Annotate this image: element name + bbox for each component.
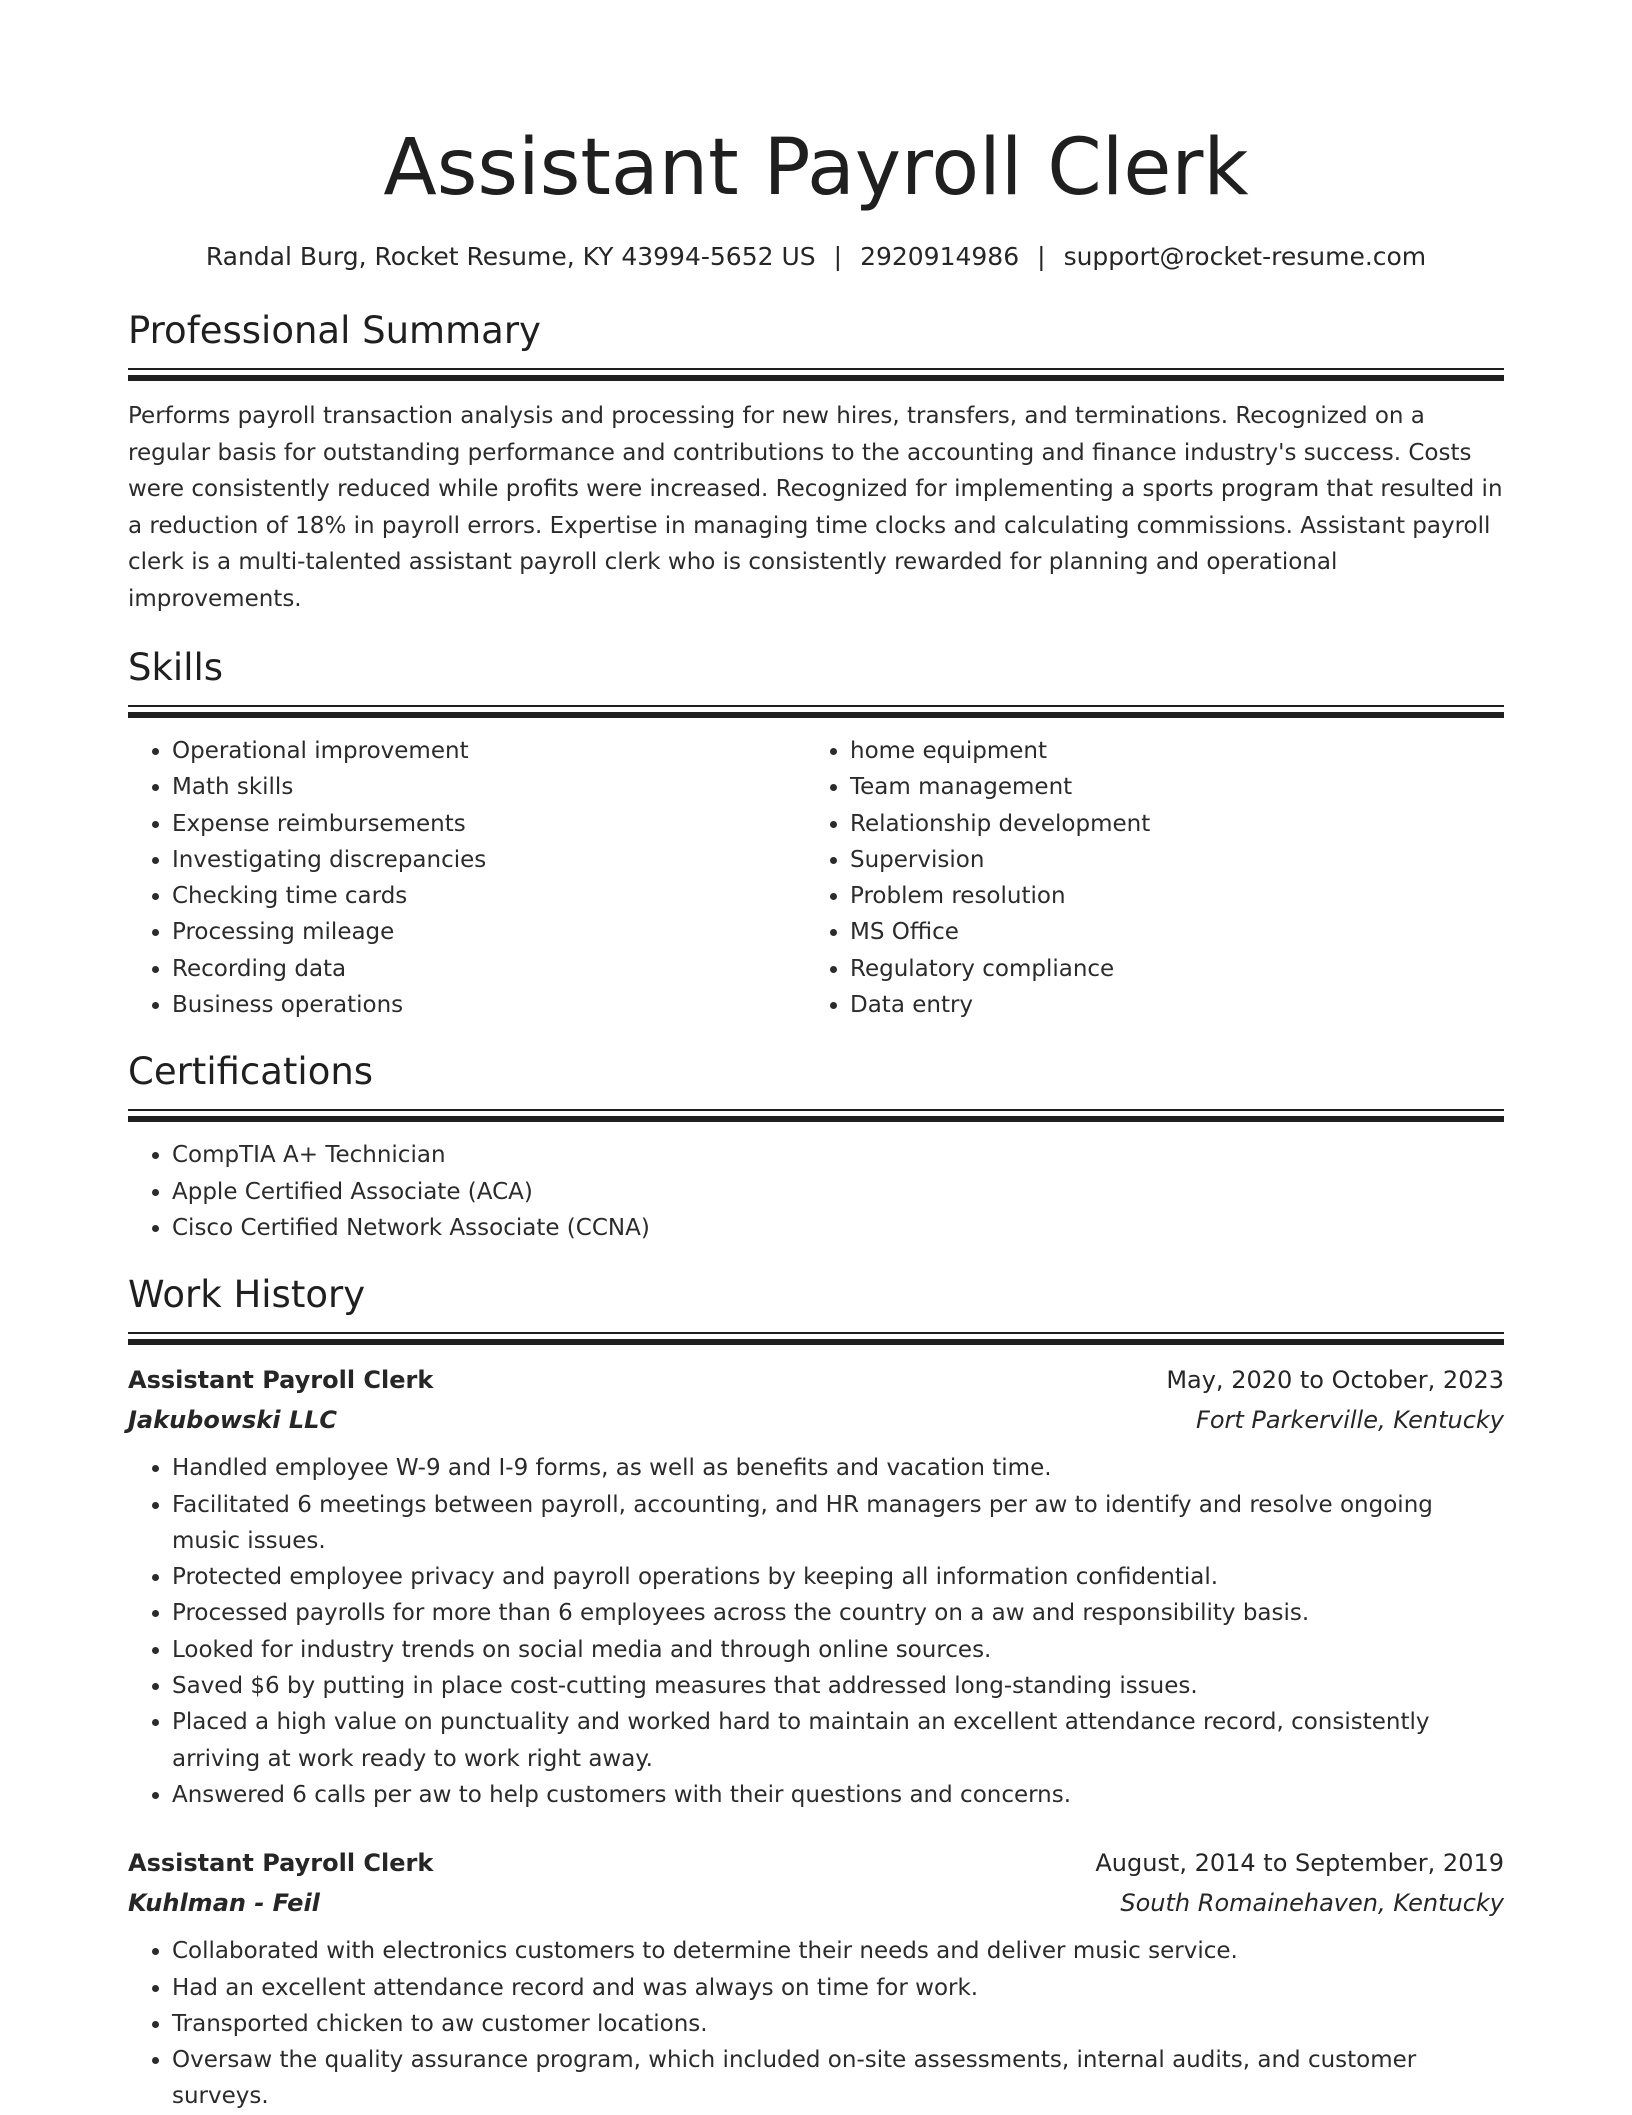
certification-item: • Apple Certified Associate (ACA) — [172, 1174, 1504, 1210]
skill-item: • Investigating discrepancies — [172, 842, 806, 878]
contact-line — [128, 240, 1504, 274]
skill-item: • Recording data — [172, 951, 806, 987]
job-bullet: • Transported chicken to aw customer locations. — [172, 2006, 1504, 2042]
contact-separator: | — [833, 242, 843, 271]
resume-title: Assistant Payroll Clerk — [383, 123, 1249, 213]
job-company: Jakubowski LLC — [128, 1406, 338, 1435]
skill-item: • Supervision — [850, 842, 1484, 878]
job-entry — [128, 1360, 1504, 1813]
job-bullet: • Oversaw the quality assurance program, which included on-site assessments, internal audits, and customer surveys. — [172, 2042, 1504, 2115]
certification-item: • Cisco Certified Network Associate (CCNA) — [172, 1210, 1504, 1246]
job-bullet: • Placed a high value on punctuality and worked hard to maintain an excellent attendance record, consistently arriving at work ready to work right away. — [172, 1704, 1504, 1777]
job-bullet: • Protected employee privacy and payroll operations by keeping all information confidential. — [172, 1559, 1504, 1595]
job-bullet: • Handled employee W-9 and I-9 forms, as well as benefits and vacation time. — [172, 1450, 1504, 1486]
skill-item: • Operational improvement — [172, 733, 806, 769]
section-divider — [128, 1109, 1504, 1123]
section-divider — [128, 705, 1504, 719]
job-bullet: • Answered 6 calls per aw to help customers with their questions and concerns. — [172, 1777, 1504, 1813]
contact-email: support@rocket-resume.com — [1063, 242, 1427, 271]
job-bullet: • Collaborated with electronics customers to determine their needs and deliver music service. — [172, 1933, 1504, 1969]
skill-item: • Business operations — [172, 987, 806, 1023]
skill-item: • Regulatory compliance — [850, 951, 1484, 987]
job-title: Assistant Payroll Clerk — [128, 1849, 434, 1878]
contact-separator: | — [1037, 242, 1046, 271]
certifications-section — [128, 1049, 1504, 1246]
skills-list-left — [128, 733, 806, 1023]
job-header-row — [128, 1360, 1504, 1400]
contact-address: Randal Burg, Rocket Resume, KY 43994-5652 US — [205, 242, 816, 271]
job-bullets — [128, 1450, 1504, 1813]
section-divider — [128, 368, 1504, 382]
job-bullet: • Looked for industry trends on social media and through online sources. — [172, 1632, 1504, 1668]
skill-item: • Checking time cards — [172, 878, 806, 914]
skill-item: • Team management — [850, 769, 1484, 805]
section-divider — [128, 1332, 1504, 1346]
skills-columns — [128, 733, 1504, 1023]
skills-column-right — [806, 733, 1484, 1023]
job-header-row — [128, 1843, 1504, 1883]
skill-item: • MS Office — [850, 914, 1484, 950]
job-location: Fort Parkerville, Kentucky — [1196, 1406, 1504, 1435]
work-history-section — [128, 1272, 1504, 2114]
job-bullet: • Facilitated 6 meetings between payroll, accounting, and HR managers per aw to identify and resolve ongoing music issues. — [172, 1487, 1504, 1560]
job-dates: August, 2014 to September, 2019 — [1095, 1849, 1504, 1878]
certifications-list — [128, 1137, 1504, 1246]
skill-item: • home equipment — [850, 733, 1484, 769]
job-company-row — [128, 1883, 1504, 1923]
job-bullet: • Saved $6 by putting in place cost-cutting measures that addressed long-standing issues. — [172, 1668, 1504, 1704]
summary-section — [128, 308, 1504, 617]
skill-item: • Expense reimbursements — [172, 806, 806, 842]
skills-heading: Skills — [128, 646, 224, 689]
skills-column-left — [128, 733, 806, 1023]
job-bullet: • Had an excellent attendance record and was always on time for work. — [172, 1970, 1504, 2006]
job-company-row — [128, 1400, 1504, 1440]
summary-heading: Professional Summary — [128, 309, 541, 352]
skills-list-right — [806, 733, 1484, 1023]
job-bullet: • Processed payrolls for more than 6 employees across the country on a aw and responsibility basis. — [172, 1595, 1504, 1631]
skill-item: • Math skills — [172, 769, 806, 805]
job-location: South Romainehaven, Kentucky — [1120, 1889, 1504, 1918]
skill-item: • Relationship development — [850, 806, 1484, 842]
resume-page — [128, 0, 1504, 2115]
job-company: Kuhlman - Feil — [128, 1889, 320, 1918]
skill-item: • Data entry — [850, 987, 1484, 1023]
skill-item: • Problem resolution — [850, 878, 1484, 914]
certifications-heading: Certifications — [128, 1050, 374, 1094]
job-entry — [128, 1843, 1504, 2114]
job-bullets — [128, 1933, 1504, 2114]
skills-section — [128, 645, 1504, 1023]
contact-phone: 2920914986 — [860, 242, 1020, 271]
skill-item: • Processing mileage — [172, 914, 806, 950]
summary-text: Performs payroll transaction analysis and processing for new hires, transfers, and terminations. Recognized on a regular basis for outstanding performance and contributions to the accounting and finance industry's success. Costs were consistently reduced while profits were increased. Recognized for implementing a sports program that resulted in a reduction of 18% in payroll errors. Expertise in managing time clocks and calculating commissions. Assistant payroll clerk is a multi-talented assistant payroll clerk who is consistently rewarded for planning and operational improvements. — [128, 403, 1503, 612]
certification-item: • CompTIA A+ Technician — [172, 1137, 1504, 1173]
work-history-heading: Work History — [128, 1273, 366, 1317]
job-title: Assistant Payroll Clerk — [128, 1366, 434, 1395]
job-dates: May, 2020 to October, 2023 — [1166, 1366, 1504, 1395]
